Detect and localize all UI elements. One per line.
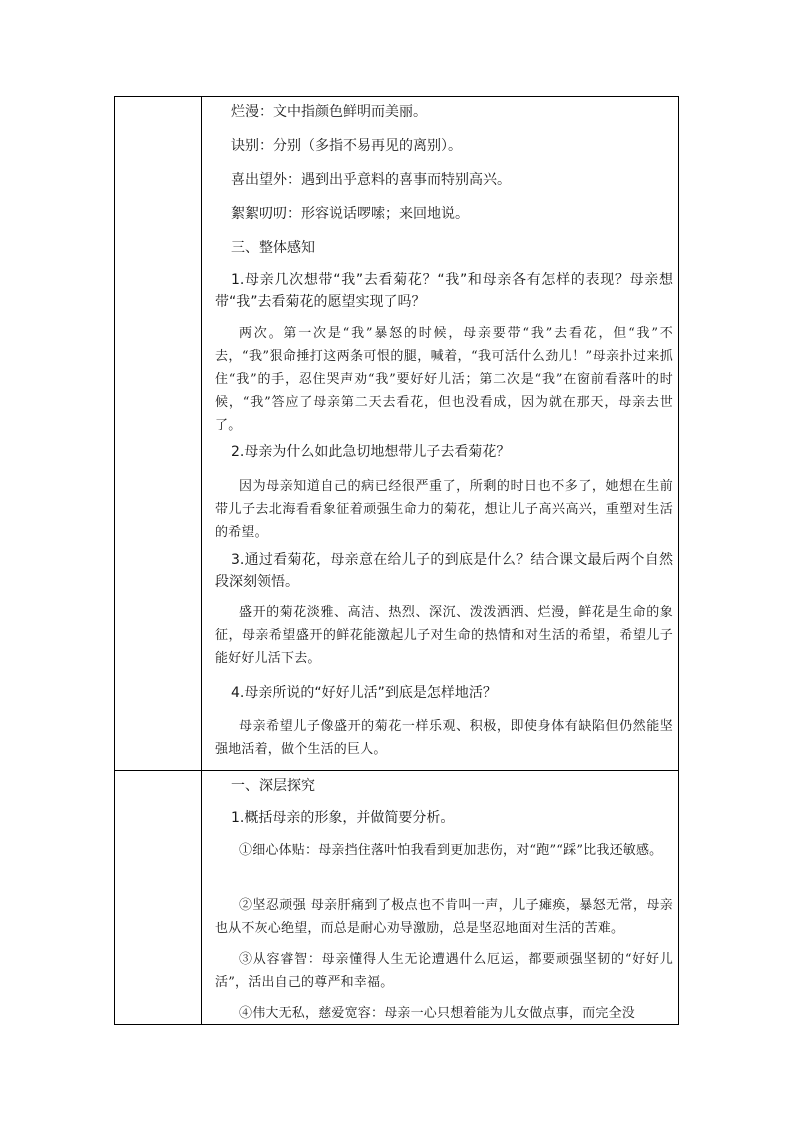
analysis-point: ④伟大无私，慈爱宽容：母亲一心只想着能为儿女做点事，而完全没 — [239, 1006, 636, 1021]
section-title: 三、整体感知 — [231, 240, 315, 256]
analysis-point: ①细心体贴：母亲挡住落叶怕我看到更加悲伤，对“跑”“踩”比我还敏感。 — [239, 843, 663, 858]
answer-1: 两次。第一次是“我”暴怒的时候，母亲要带“我”去看花，但“我”不去，“我”狠命捶打这两条可恨的腿，喊着，“我可活什么劲儿！”母亲扑过来抓住“我”的手，忍住哭声劝“我”要好好儿活；第二次是“我”在窗前看落叶的时候，“我”答应了母亲第二天去看花，但也没看成，因为就在那天，母亲去世了。 — [215, 326, 673, 433]
answer-3: 盛开的菊花淡雅、高洁、热烈、深沉、泼泼洒洒、烂漫，鲜花是生命的象征，母亲希望盛开的鲜花能激起儿子对生命的热情和对生活的希望，希望儿子能好好儿活下去。 — [215, 605, 673, 666]
question-3: 3.通过看菊花，母亲意在给儿子的到底是什么？结合课文最后两个自然段深刻领悟。 — [215, 552, 673, 590]
row-divider — [115, 770, 678, 771]
question-4: 4.母亲所说的“好好儿活”到底是怎样地活？ — [231, 685, 497, 701]
analysis-point: ③从容睿智：母亲懂得人生无论遭遇什么厄运，都要顽强坚韧的“好好儿活”，活出自己的尊严和幸福。 — [215, 952, 673, 990]
question-1: 1.母亲几次想带“我”去看菊花？“我”和母亲各有怎样的表现？母亲想带“我”去看菊花的愿望实现了吗？ — [215, 272, 673, 310]
column-divider — [201, 97, 202, 1024]
vocab-item: 诀别：分别（多指不易再见的离别）。 — [231, 138, 462, 154]
vocab-item: 絮絮叨叨：形容说话啰嗦；来回地说。 — [231, 206, 469, 222]
lesson-table — [114, 96, 679, 1025]
analysis-point: ②坚忍顽强 母亲肝痛到了极点也不肯叫一声，儿子瘫痪，暴怒无常，母亲也从不灰心绝望，而总是耐心劝导激励，总是坚忍地面对生活的苦难。 — [215, 898, 673, 936]
question-1: 1.概括母亲的形象，并做简要分析。 — [231, 810, 455, 826]
vocab-item: 喜出望外：遇到出乎意料的喜事而特别高兴。 — [231, 172, 511, 188]
vocab-item: 烂漫：文中指颜色鲜明而美丽。 — [231, 104, 427, 120]
answer-4: 母亲希望儿子像盛开的菊花一样乐观、积极，即使身体有缺陷但仍然能坚强地活着，做个生活的巨人。 — [215, 719, 673, 757]
answer-2: 因为母亲知道自己的病已经很严重了，所剩的时日也不多了，她想在生前带儿子去北海看看象征着顽强生命力的菊花，想让儿子高兴高兴，重塑对生活的希望。 — [215, 479, 673, 540]
question-2: 2.母亲为什么如此急切地想带儿子去看菊花？ — [231, 444, 511, 460]
section-title: 一、深层探究 — [231, 778, 315, 794]
